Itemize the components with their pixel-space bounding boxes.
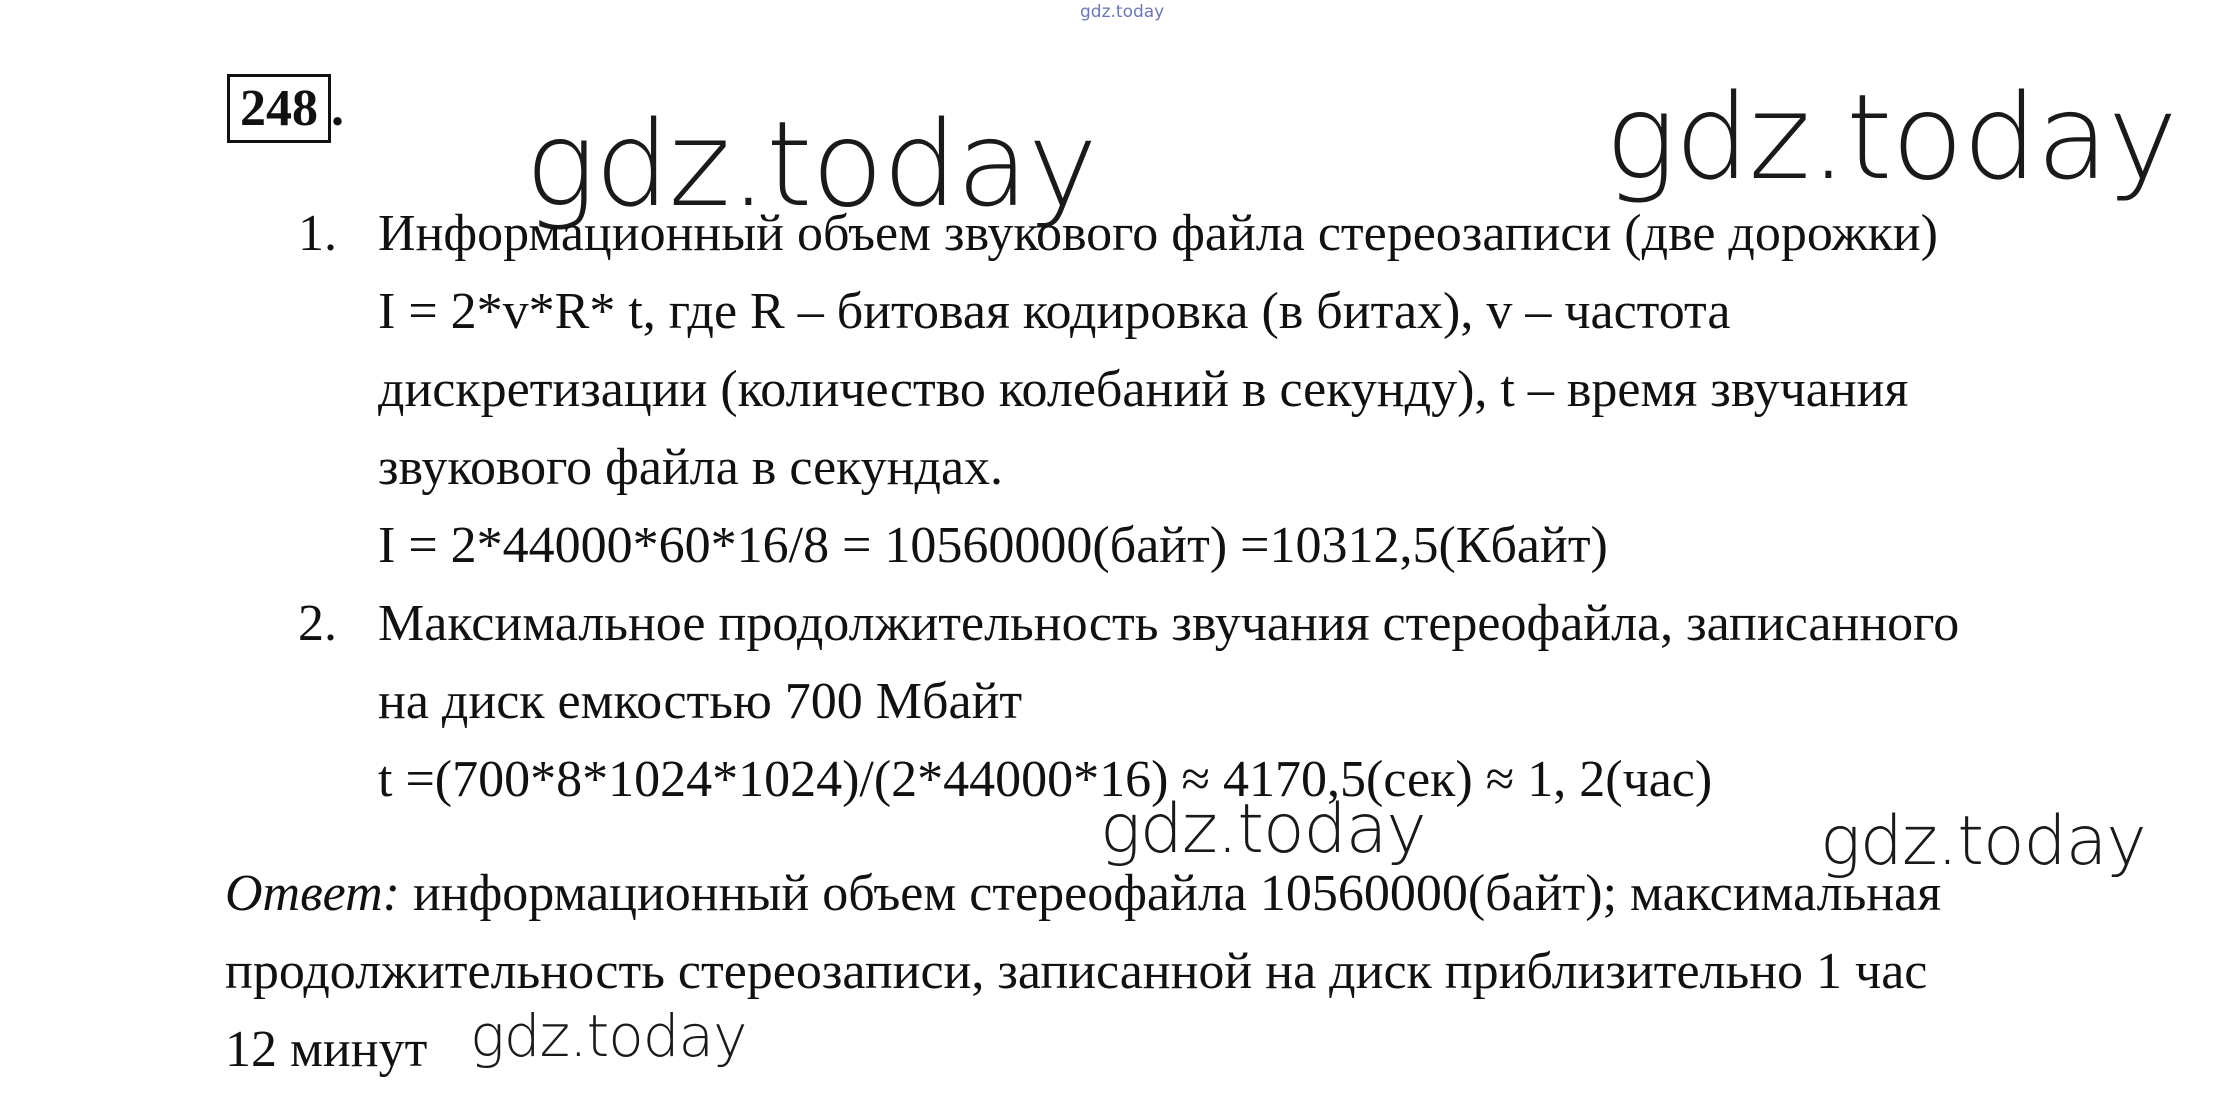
- watermark: gdz.today: [525, 95, 1097, 233]
- answer-text: информационный объем стереофайла 10560000(байт); максимальная: [399, 865, 1942, 922]
- solution-item-2: [298, 585, 2198, 819]
- problem-number: [227, 74, 344, 143]
- answer-line: 12 минут: [225, 1021, 428, 1078]
- watermark: gdz.today: [1820, 802, 2146, 881]
- solution-list: [298, 195, 2198, 819]
- item-line: звукового файла в секундах.: [378, 439, 1004, 496]
- item-line: Максимальное продолжительность звучания стереофайла, записанного: [378, 595, 1960, 652]
- item-line: дискретизации (количество колебаний в секунду), t – время звучания: [378, 361, 1909, 418]
- item-line: на диск емкостью 700 Мбайт: [378, 673, 1023, 730]
- item-line: I = 2*44000*60*16/8 = 10560000(байт) =10312,5(Кбайт): [378, 517, 1608, 574]
- answer-line: [225, 855, 2205, 933]
- watermark: gdz.today: [1100, 790, 1426, 869]
- problem-number-suffix: .: [331, 80, 344, 137]
- solution-item-1: [298, 195, 2198, 585]
- watermark: gdz.today: [1605, 68, 2177, 206]
- answer-label: Ответ:: [225, 865, 400, 922]
- item-number: 1.: [298, 205, 337, 262]
- answer-line: продолжительность стереозаписи, записанной на диск приблизительно 1 час: [225, 943, 1928, 1000]
- header-watermark: gdz.today: [1080, 2, 1165, 22]
- item-line: Информационный объем звукового файла стереозаписи (две дорожки): [378, 205, 1938, 262]
- item-line: t =(700*8*1024*1024)/(2*44000*16) ≈ 4170,5(сек) ≈ 1, 2(час): [378, 751, 1713, 808]
- problem-number-box: 248: [227, 74, 331, 143]
- item-line: I = 2*v*R* t, где R – битовая кодировка (в битах), v – частота: [378, 283, 1731, 340]
- watermark: gdz.today: [470, 1002, 747, 1070]
- item-number: 2.: [298, 595, 337, 652]
